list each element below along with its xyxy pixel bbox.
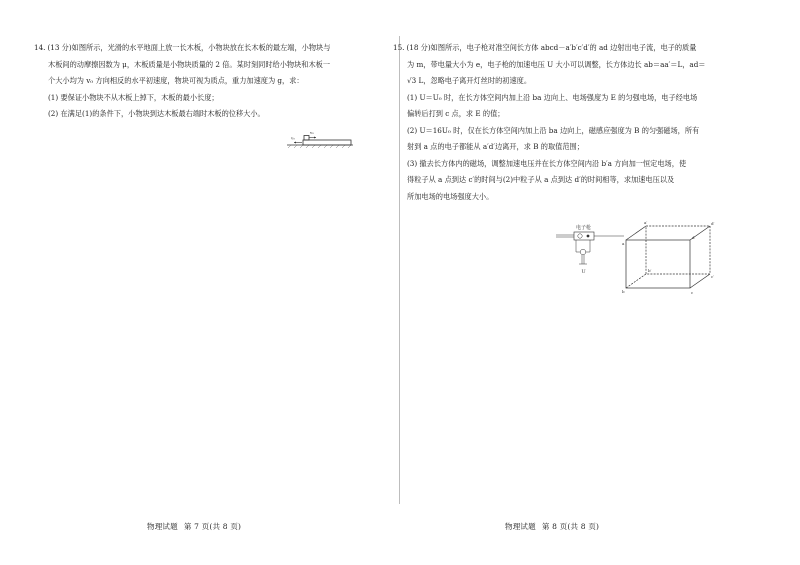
footer-page-number: 第 8 页(共 8 页) <box>541 522 600 531</box>
footer-page-number: 第 7 页(共 8 页) <box>183 522 242 531</box>
q15-part-3-line-1: (3) 撤去长方体内的磁场，调整加速电压并在长方体空间内沿 b′a 方向加一恒定电场，使 <box>407 158 687 168</box>
board-shape <box>303 140 351 145</box>
q15-part-3-line-3: 所加电场的电场强度大小。 <box>407 191 494 201</box>
footer-page-7 <box>147 521 247 532</box>
vertex-d-label: d <box>692 235 695 240</box>
vertex-a-label: a <box>622 241 625 246</box>
q15-part-1-line-1: (1) U＝U₀ 时，在长方体空间内加上沿 ba 边向上、电场强度为 E 的匀强电场，电子经电场 <box>407 92 698 102</box>
q15-part-1-line-2: 偏转后打到 c 点，求 E 的值； <box>407 109 505 118</box>
q14-board-block-figure <box>285 128 355 150</box>
electron-gun-label: 电子枪 <box>576 225 592 231</box>
q14-stem-line-2: 木板间的动摩擦因数为 μ，木板质量是小物块质量的 2 倍。某时刻同时给小物块和木板一 <box>48 59 331 69</box>
q15-stem-line-1: 15. (18 分)如图所示，电子枪对准空间长方体 abcd－a′b′c′d′的 ad 边射出电子流，电子的质量 <box>393 43 697 52</box>
q14-stem-line-3: 个大小均为 v₀ 方向相反的水平初速度，物块可视为质点，重力加速度为 g，求： <box>48 76 304 85</box>
q15-part-2-line-2: 射到 a 点的电子都能从 a′d′边离开，求 B 的取值范围； <box>407 142 584 151</box>
block-shape <box>304 136 309 141</box>
page-7 <box>0 0 398 565</box>
footer-subject: 物理试题 <box>505 522 536 531</box>
vertex-a-prime-label: a′ <box>644 220 648 225</box>
q14-number: 14. <box>34 43 46 52</box>
vertex-d-prime-label: d′ <box>711 221 715 226</box>
footer-page-8 <box>505 521 605 532</box>
voltage-label: U <box>581 269 586 275</box>
q15-stem-line-2: 为 m，带电量大小为 e，电子枪的加速电压 U 大小可以调整，长方体边长 ab＝aa′＝L，ad＝ <box>407 59 706 69</box>
q14-part-1: (1) 要保证小物块不从木板上掉下，木板的最小长度； <box>48 92 219 102</box>
q15-part-3-line-2: 得粒子从 a 点到达 c′的时间与(2)中粒子从 a 点到达 d′的时间相等，求加速电压以及 <box>407 175 675 184</box>
vertex-b-label: b <box>622 289 625 294</box>
q14-stem-line-1: 14. (13 分)如图所示，光滑的水平地面上放一长木板，小物块放在长木板的最左端，小物块与 <box>34 43 331 52</box>
page-8 <box>393 0 800 565</box>
q15-cuboid-figure <box>552 218 720 296</box>
electron-gun-icon <box>556 232 624 264</box>
cuboid-shape <box>626 226 710 288</box>
q15-stem-line-3: √3 L，忽略电子离开灯丝时的初速度。 <box>407 76 532 85</box>
q15-number: 15. <box>393 43 405 52</box>
vertex-c-label: c <box>691 290 694 295</box>
question-15 <box>393 40 743 205</box>
q14-block-velocity-label: v₀ <box>310 130 314 135</box>
q14-board-velocity-label: v₀ <box>291 135 295 141</box>
q14-part-2: (2) 在满足(1)的条件下，小物块到达木板最右端时木板的位移大小。 <box>48 109 265 118</box>
question-14 <box>34 40 384 123</box>
vertex-c-prime-label: c′ <box>711 274 715 279</box>
q15-part-2-line-1: (2) U＝16U₀ 时，仅在长方体空间内加上沿 ba 边向上，磁感应强度为 B 的匀强磁场，所有 <box>407 125 700 135</box>
footer-subject: 物理试题 <box>147 522 178 531</box>
vertex-b-prime-label: b′ <box>648 268 652 273</box>
